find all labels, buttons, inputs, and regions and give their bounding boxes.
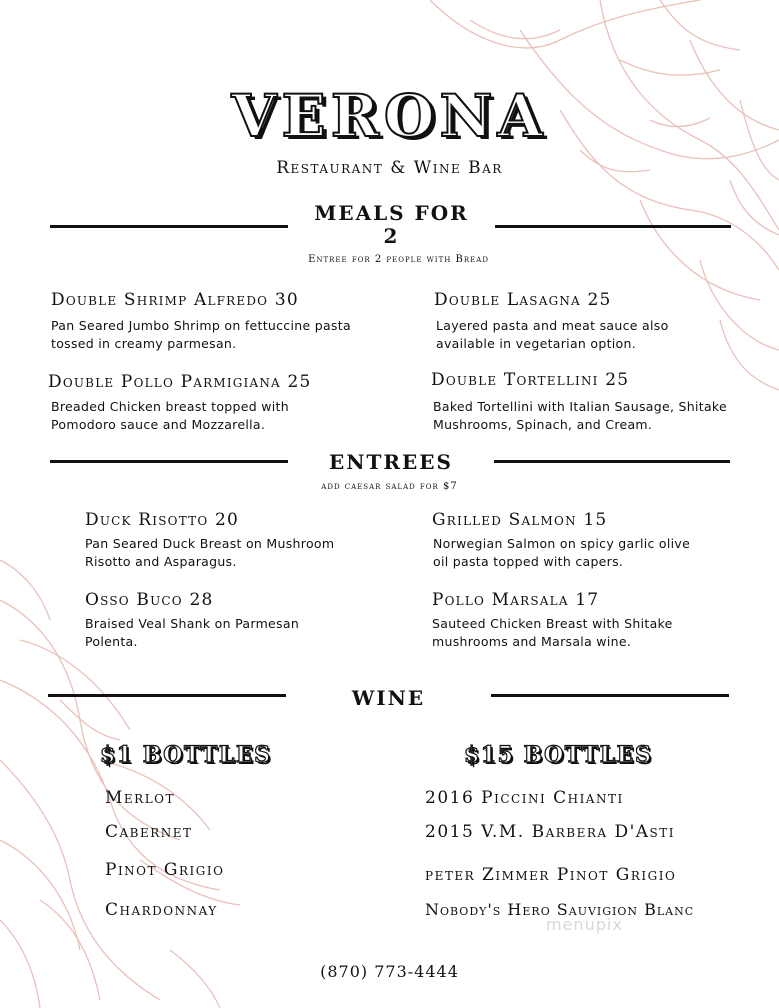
- divider-rule: [48, 694, 286, 697]
- wine-list-item: Nobody's Hero Sauvigion Blanc: [425, 900, 695, 919]
- divider-rule: [495, 225, 731, 228]
- menu-item-description: Pan Seared Jumbo Shrimp on fettuccine pasta tossed in creamy parmesan.: [51, 318, 351, 351]
- section-title-entrees: ENTREES: [329, 450, 453, 474]
- menu-item-description: Baked Tortellini with Italian Sausage, Shitake Mushrooms, Spinach, and Cream.: [433, 399, 727, 432]
- menu-item-description: Sauteed Chicken Breast with Shitake mushrooms and Marsala wine.: [432, 616, 673, 649]
- wine-list-item: peter Zimmer Pinot Grigio: [425, 865, 677, 885]
- menu-item-description: Braised Veal Shank on Parmesan Polenta.: [85, 616, 300, 649]
- divider-rule: [50, 225, 288, 228]
- restaurant-logo-title: VERONA: [231, 82, 548, 150]
- section-note-entrees: add caesar salad for $7: [321, 481, 458, 492]
- restaurant-subtitle: Restaurant & Wine Bar: [276, 158, 503, 178]
- phone-number: (870) 773-4444: [320, 962, 459, 981]
- menu-item-name: Osso Buco 28: [85, 590, 214, 610]
- menu-item-name: Double Pollo Parmigiana 25: [48, 372, 312, 392]
- wine-heading-1-dollar: $1 BOTTLES: [100, 742, 272, 768]
- section-title-line1: MEALS FOR: [314, 201, 469, 225]
- wine-list-item: Chardonnay: [105, 900, 218, 920]
- wine-list-item: 2015 V.M. Barbera D'Asti: [425, 822, 676, 842]
- section-title-meals-for-two: [288, 202, 495, 248]
- menu-item-name: Double Tortellini 25: [431, 370, 630, 390]
- section-title-wine: WINE: [351, 686, 426, 710]
- menu-item-name: Pollo Marsala 17: [432, 590, 600, 610]
- menu-item-description: Norwegian Salmon on spicy garlic olive oil pasta topped with capers.: [433, 536, 691, 569]
- menu-item-name: Duck Risotto 20: [85, 510, 239, 530]
- menu-item-name: Double Lasagna 25: [434, 290, 612, 310]
- menu-item-description: Breaded Chicken breast topped with Pomodoro sauce and Mozzarella.: [51, 399, 289, 432]
- wine-heading-15-dollar: $15 BOTTLES: [464, 742, 653, 768]
- wine-list-item: Pinot Grigio: [105, 860, 225, 880]
- menu-item-description: Pan Seared Duck Breast on Mushroom Risotto and Asparagus.: [85, 536, 335, 569]
- divider-rule: [491, 694, 729, 697]
- wine-list-item: 2016 Piccini Chianti: [425, 788, 624, 808]
- section-note-meals-for-two: Entree for 2 people with Bread: [308, 254, 489, 265]
- wine-list-item: Merlot: [105, 788, 176, 808]
- menu-item-name: Double Shrimp Alfredo 30: [51, 290, 299, 310]
- menu-item-name: Grilled Salmon 15: [432, 510, 608, 530]
- wine-list-item: Cabernet: [105, 822, 193, 842]
- divider-rule: [50, 460, 288, 463]
- watermark-text: menupix: [546, 915, 623, 934]
- section-title-line2: 2: [383, 224, 400, 248]
- menu-item-description: Layered pasta and meat sauce also available in vegetarian option.: [436, 318, 669, 351]
- divider-rule: [494, 460, 730, 463]
